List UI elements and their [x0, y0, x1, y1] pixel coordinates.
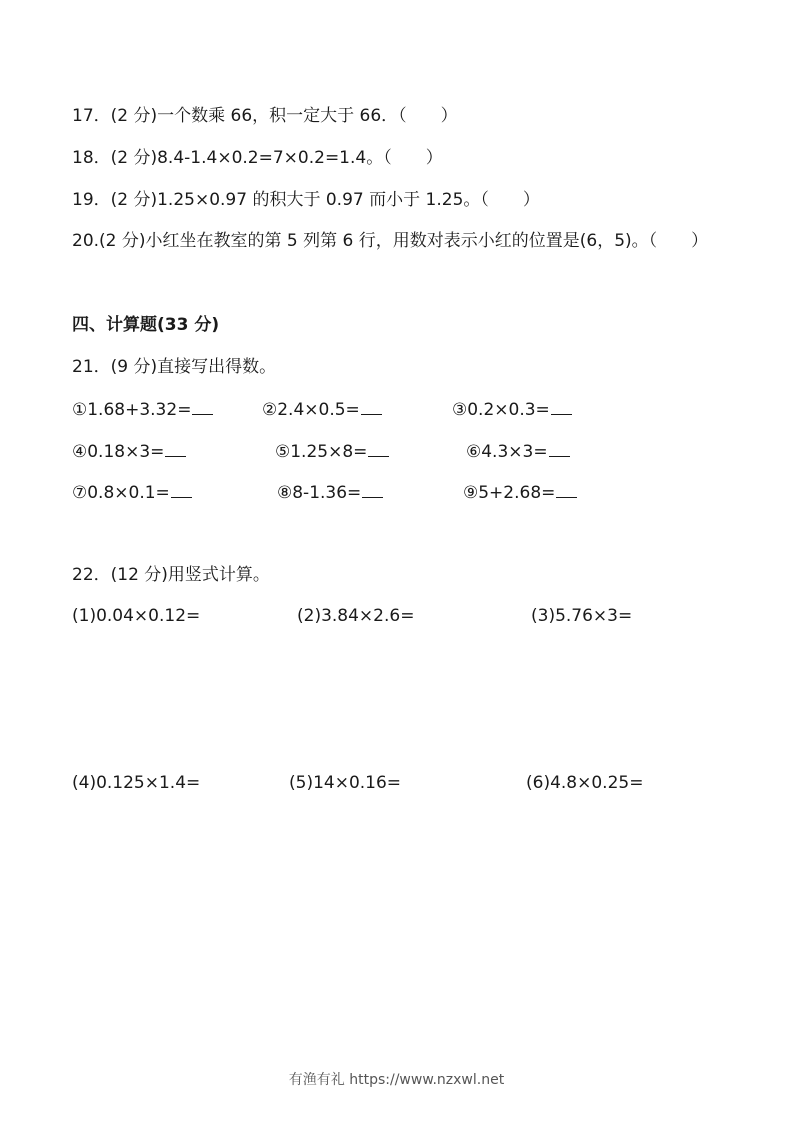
answer-blank[interactable]	[165, 438, 186, 457]
oral-item-3: ③0.2×0.3=	[452, 396, 572, 422]
oral-item-8: ⑧8-1.36=	[277, 479, 383, 505]
oral-item-1: ①1.68+3.32=	[72, 396, 213, 422]
answer-blank[interactable]	[361, 396, 382, 415]
question-19: 19．(2 分)1.25×0.97 的积大于 0.97 而小于 1.25。（ ）	[72, 190, 540, 210]
answer-blank[interactable]	[368, 438, 389, 457]
footer-watermark: 有渔有礼 https://www.nzxwl.net	[288, 1072, 505, 1088]
question-21-prompt: 21．(9 分)直接写出得数。	[72, 357, 277, 377]
oral-item-2: ②2.4×0.5=	[262, 396, 382, 422]
vertical-calc-6: (6)4.8×0.25=	[526, 773, 644, 793]
oral-item-4: ④0.18×3=	[72, 438, 186, 464]
vertical-calc-3: (3)5.76×3=	[531, 606, 633, 626]
question-22-prompt: 22．(12 分)用竖式计算。	[72, 565, 270, 585]
answer-blank[interactable]	[192, 396, 213, 415]
oral-item-7: ⑦0.8×0.1=	[72, 479, 192, 505]
answer-blank[interactable]	[362, 479, 383, 498]
answer-blank[interactable]	[171, 479, 192, 498]
oral-item-6: ⑥4.3×3=	[466, 438, 570, 464]
question-20: 20.(2 分)小红坐在教室的第 5 列第 6 行，用数对表示小红的位置是(6，5)。（ ）	[72, 231, 709, 251]
section-title: 四、计算题(33 分)	[72, 315, 220, 335]
answer-blank[interactable]	[551, 396, 572, 415]
vertical-calc-1: (1)0.04×0.12=	[72, 606, 201, 626]
vertical-calc-4: (4)0.125×1.4=	[72, 773, 201, 793]
answer-blank[interactable]	[556, 479, 577, 498]
question-17: 17．(2 分)一个数乘 66，积一定大于 66．（ ）	[72, 106, 458, 126]
oral-item-9: ⑨5+2.68=	[463, 479, 577, 505]
vertical-calc-2: (2)3.84×2.6=	[297, 606, 415, 626]
answer-blank[interactable]	[549, 438, 570, 457]
vertical-calc-5: (5)14×0.16=	[289, 773, 402, 793]
question-18: 18．(2 分)8.4-1.4×0.2=7×0.2=1.4。（ ）	[72, 148, 443, 168]
oral-item-5: ⑤1.25×8=	[275, 438, 389, 464]
